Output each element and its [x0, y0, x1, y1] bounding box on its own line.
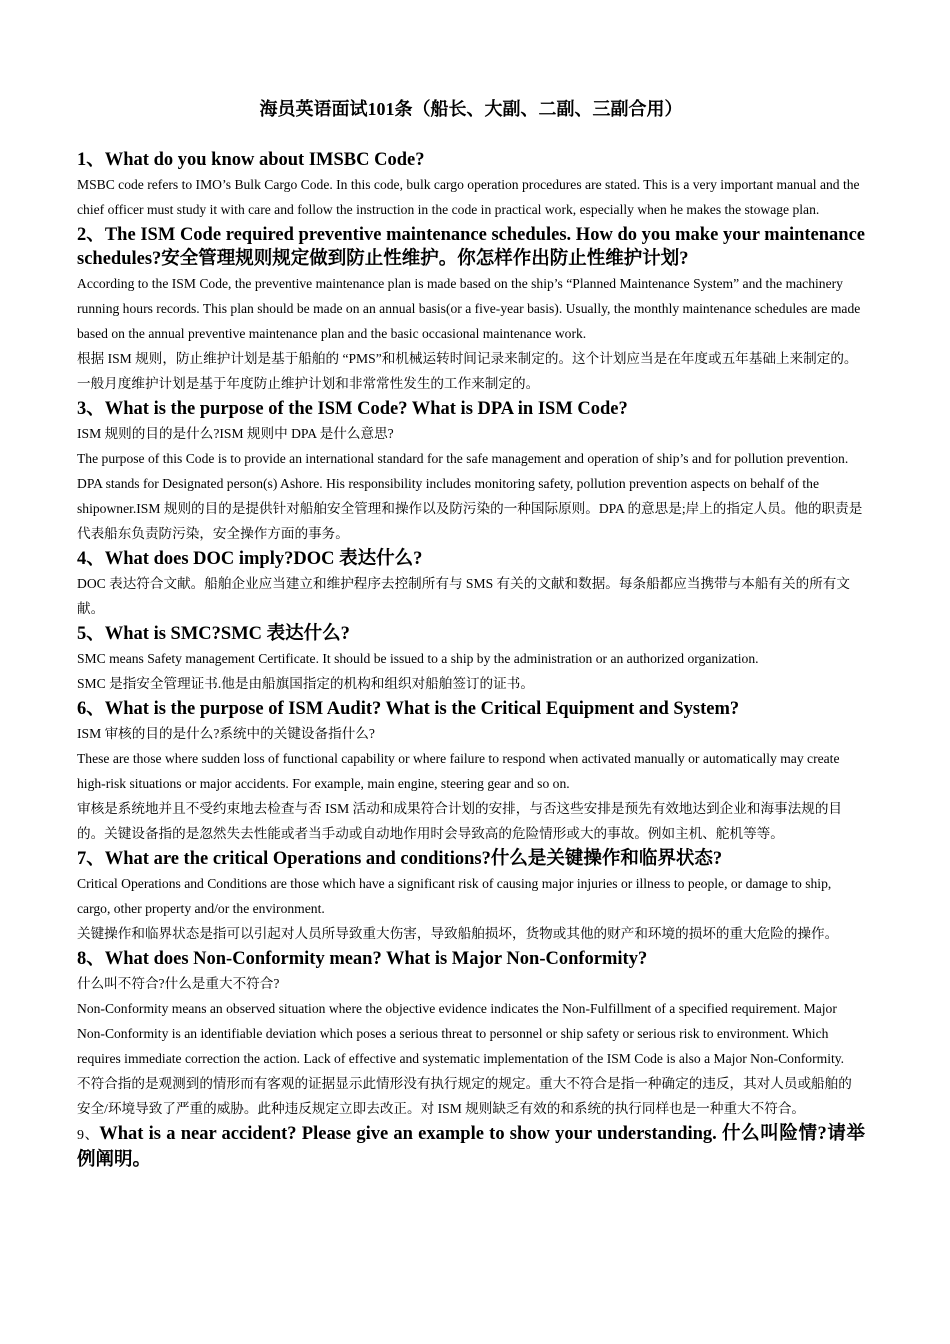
answer-3-paragraph-2: The purpose of this Code is to provide an international standard for the safe management and operation of ship’s and for pollution prevention. DPA stands for Designated person(s) Ashore. His responsibility includes monitoring safety, pollution prevention aspects on behalf of the shipowner.ISM 规则的目的是提供针对船舶安全管理和操作以及防污染的一种国际原则。DPA 的意思是;岸上的指定人员。他的职责是代表船东负责防污染，安全操作方面的事务。: [77, 451, 863, 541]
answer-6-paragraph-3: 审核是系统地并且不受约束地去检查与否 ISM 活动和成果符合计划的安排，与否这些安排是预先有效地达到企业和海事法规的目的。关键设备指的是忽然失去性能或者当手动或自动地作用时会导致高的危险情形或大的事故。例如主机、舵机等等。: [77, 801, 843, 841]
answer-7-paragraph-1: Critical Operations and Conditions are those which have a significant risk of causing major injuries or illness to people, or damage to ship, cargo, other property and/or the environment.: [77, 876, 832, 916]
answer-4-paragraph-1: DOC 表达符合文献。船舶企业应当建立和维护程序去控制所有与 SMS 有关的文献和数据。每条船都应当携带与本船有关的所有文献。: [77, 576, 850, 616]
question-9: [77, 1122, 865, 1172]
question-8: 8、What does Non-Conformity mean? What is Major Non-Conformity?: [77, 949, 648, 969]
question-7: 7、What are the critical Operations and conditions?什么是关键操作和临界状态?: [77, 849, 723, 869]
answer-2-paragraph-1: According to the ISM Code, the preventive maintenance plan is made based on the ship’s “Planned Maintenance System” and the machinery running hours records. This plan should be made on an annual basis(or a five-year basis). Usually, the monthly maintenance schedules are made based on the annual preventive maintenance plan and the basic occasional maintenance work.: [77, 276, 861, 341]
document-page: [77, 96, 865, 1172]
answer-8-paragraph-2: Non-Conformity means an observed situation where the objective evidence indicates the Non-Fulfillment of a specified requirement. Major Non-Conformity is an identifiable deviation which poses a serious threat to personnel or ship safety or serious risk to environment. Which requires immediate correction the action. Lack of effective and systematic implementation of the ISM Code is also a Major Non-Conformity.: [77, 1001, 845, 1066]
answer-1-paragraph-1: MSBC code refers to IMO’s Bulk Cargo Code. In this code, bulk cargo operation procedures are stated. This is a very important manual and the chief officer must study it with care and follow the instruction in the code in practical work, especially when he makes the stowage plan.: [77, 177, 860, 217]
answer-7-paragraph-2: 关键操作和临界状态是指可以引起对人员所导致重大伤害，导致船舶损坏，货物或其他的财产和环境的损坏的重大危险的操作。: [77, 926, 839, 941]
answer-6-paragraph-2: These are those where sudden loss of functional capability or where failure to respond when activated manually or automatically may create high-risk situations or major accidents. For example, main engine, steering gear and so on.: [77, 751, 840, 791]
answer-8-paragraph-1: 什么叫不符合?什么是重大不符合?: [77, 976, 280, 991]
question-5: 5、What is SMC?SMC 表达什么?: [77, 624, 350, 644]
question-9-number: 9、: [77, 1128, 100, 1143]
answer-5-paragraph-1: SMC means Safety management Certificate. It should be issued to a ship by the administration or an authorized organization.: [77, 651, 759, 666]
question-9-text: What is a near accident? Please give an example to show your understanding. 什么叫险情?请举例阐明。: [77, 1124, 866, 1170]
document-title: 海员英语面试101条（船长、大副、二副、三副合用）: [259, 99, 683, 119]
answer-6-paragraph-1: ISM 审核的目的是什么?系统中的关键设备指什么?: [77, 726, 375, 741]
question-3: 3、What is the purpose of the ISM Code? What is DPA in ISM Code?: [77, 399, 628, 419]
answer-2-paragraph-2: 根据 ISM 规则，防止维护计划是基于船舶的 “PMS”和机械运转时间记录来制定的。这个计划应当是在年度或五年基础上来制定的。一般月度维护计划是基于年度防止维护计划和非常常性发生的工作来制定的。: [77, 351, 858, 391]
answer-5-paragraph-2: SMC 是指安全管理证书.他是由船旗国指定的机构和组织对船舶签订的证书。: [77, 676, 534, 691]
question-6: 6、What is the purpose of ISM Audit? What is the Critical Equipment and System?: [77, 699, 740, 719]
question-4: 4、What does DOC imply?DOC 表达什么?: [77, 549, 423, 569]
answer-3-paragraph-1: ISM 规则的目的是什么?ISM 规则中 DPA 是什么意思?: [77, 426, 394, 441]
answer-8-paragraph-3: 不符合指的是观测到的情形而有客观的证据显示此情形没有执行规定的规定。重大不符合是指一种确定的违反，其对人员或船舶的安全/环境导致了严重的威胁。此种违反规定立即去改正。对 ISM 规则缺乏有效的和系统的执行同样也是一种重大不符合。: [77, 1076, 852, 1116]
question-2: 2、The ISM Code required preventive maintenance schedules. How do you make your maintenance schedules?安全管理规则规定做到防止性维护。你怎样作出防止性维护计划?: [77, 225, 865, 269]
question-1: 1、What do you know about IMSBC Code?: [77, 150, 425, 170]
